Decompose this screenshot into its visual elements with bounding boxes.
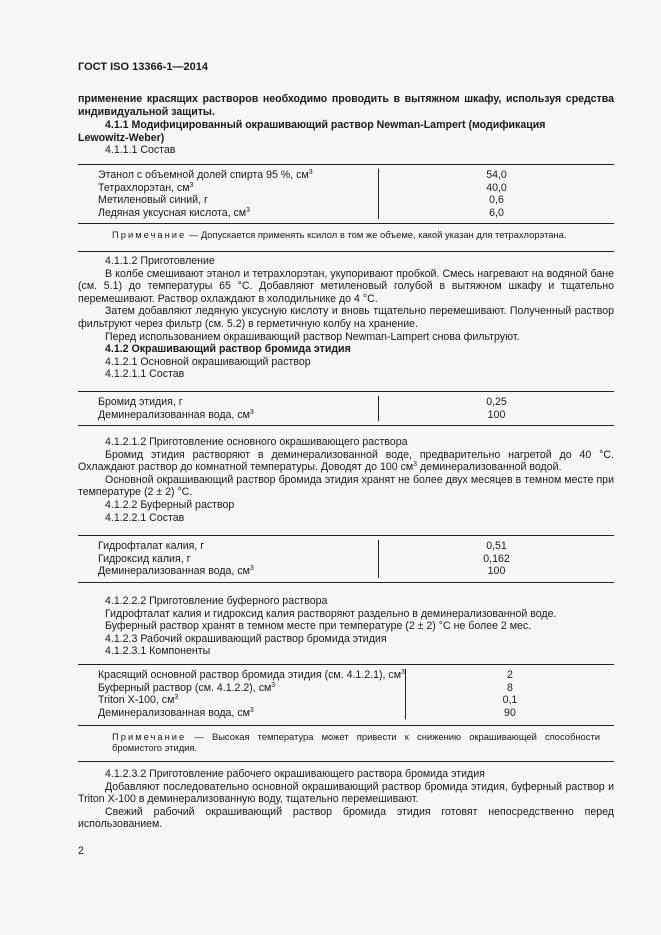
table-row: [78, 409, 614, 422]
unit-superscript: 3: [401, 669, 405, 676]
component-value: 0,1: [405, 694, 614, 707]
section-4-1-2: 4.1.2 Окрашивающий раствор бромида этидия: [105, 343, 351, 356]
note-label: Примечание: [112, 229, 187, 240]
note-text: — Допускается применять ксилол в том же объеме, какой указан для тетрахлорэтана.: [186, 229, 567, 240]
component-value: 54,0: [379, 169, 615, 182]
component-value: 90: [405, 707, 614, 720]
paragraph-filter: Перед использованием окрашивающий раствор Newman-Lampert снова фильтруют.: [105, 330, 520, 343]
table-row: [78, 565, 614, 578]
composition-table-2: [78, 391, 614, 426]
component-label: Гидроксид калия, г: [98, 552, 191, 565]
component-name: [78, 182, 379, 195]
section-4-1-2-1: 4.1.2.1 Основной окрашивающий раствор: [105, 355, 311, 368]
component-name: [78, 694, 405, 707]
component-label: Triton X-100, см: [98, 694, 175, 707]
table-row: [78, 682, 614, 695]
unit-superscript: 3: [249, 408, 254, 416]
paragraph-storage: Основной окрашивающий раствор бромида этидия хранят не более двух месяцев в темном месте при температуре (2 ± 2) °С.: [78, 473, 614, 499]
component-name: [78, 207, 379, 220]
section-4-1-2-2-1: 4.1.2.2.1 Состав: [105, 511, 185, 524]
component-value: 0,162: [379, 553, 615, 566]
working-prep-block: [78, 768, 614, 831]
component-name: [78, 682, 405, 695]
unit-superscript: 3: [246, 206, 251, 214]
component-value: 100: [379, 409, 615, 422]
component-name: [78, 169, 379, 182]
component-value: 100: [379, 565, 615, 578]
component-name: [78, 707, 405, 720]
note-label: Примечание: [112, 731, 187, 742]
component-label: Этанол с объемной долей спирта 95 %, см: [98, 169, 309, 181]
table-3-body: [78, 540, 614, 578]
note-text: — Высокая температура может привести к снижению окрашивающей способности бромистого этидия.: [112, 731, 600, 754]
component-name: [78, 540, 379, 553]
table-row: [78, 194, 614, 207]
component-label: Гидрофталат калия, г: [98, 540, 205, 552]
safety-paragraph: применение красящих растворов необходимо проводить в вытяжном шкафу, используя средства индивидуальной защиты.: [78, 93, 614, 118]
table-row: [78, 553, 614, 566]
table-row: [78, 707, 614, 720]
unit-superscript: 3: [249, 565, 254, 573]
paragraph-mixing: В колбе смешивают этанол и тетрахлорэтан, укупоривают пробкой. Смесь нагревают на водяной бане (см. 5.1) до температуры 65 °С. Добавляют метиленовый голубой в вытяжном шкафу и тщательно перемешивают. Раствор охлаждают в холодильнике до 4 °С.: [78, 267, 614, 305]
prep-block: [78, 255, 614, 381]
paragraph-fresh: Свежий рабочий окрашивающий раствор бромида этидия готовят непосредственно перед использованием.: [78, 805, 614, 831]
paragraph-dissolve: [78, 449, 614, 474]
components-table-4: [78, 664, 614, 762]
section-4-1-2-3-1: 4.1.2.3.1 Компоненты: [105, 645, 211, 658]
component-value: 6,0: [379, 207, 615, 220]
page-number: 2: [78, 845, 84, 857]
component-label: Красящий основной раствор бромида этидия (см. 4.1.2.1), см: [98, 669, 401, 681]
buffer-prep-block: [78, 595, 614, 658]
section-4-1-2-1-1: 4.1.2.1.1 Состав: [105, 368, 185, 381]
section-4-1-2-3: 4.1.2.3 Рабочий окрашивающий раствор бромида этидия: [105, 632, 387, 645]
component-value: 8: [405, 682, 614, 695]
table-row: [78, 540, 614, 553]
component-name: [78, 194, 379, 207]
component-value: 40,0: [379, 182, 615, 195]
component-label: Метиленовый синий, г: [98, 194, 208, 207]
component-name: [78, 409, 379, 422]
table-1-note: [78, 223, 614, 240]
section-4-1-1-1: 4.1.1.1 Состав: [105, 144, 176, 157]
component-value: 2: [405, 669, 614, 682]
table-row: [78, 182, 614, 195]
component-value: 0,6: [379, 194, 615, 207]
component-name: [78, 553, 379, 566]
p4-part-b: деминерализованной водой.: [417, 461, 562, 474]
section-4-1-2-3-2: 4.1.2.3.2 Приготовление рабочего окрашивающего раствора бромида этидия: [105, 768, 485, 780]
component-label: Деминерализованная вода, см: [98, 408, 250, 421]
component-label: Деминерализованная вода, см: [98, 565, 250, 578]
paragraph-acid: Затем добавляют ледяную уксусную кислоту и вновь тщательно перемешивают. Полученный раствор фильтруют через фильтр (см. 5.2) в герметичную колбу на хранение.: [78, 305, 614, 330]
unit-superscript: 3: [308, 169, 313, 176]
section-4-1-2-2-2: 4.1.2.2.2 Приготовление буферного раствора: [105, 595, 328, 607]
unit-superscript: 3: [271, 681, 276, 689]
section-4-1-2-1-2: 4.1.2.1.2 Приготовление основного окрашивающего раствора: [105, 436, 408, 448]
unit-superscript: 3: [249, 706, 254, 714]
section-4-1-1-title-cont: Lewowitz-Weber): [78, 131, 165, 144]
paragraph-buffer-storage: Буферный раствор хранят в темном месте при температуре (2 ± 2) °С не более 2 мес.: [105, 620, 532, 633]
table-2-body: [78, 396, 614, 421]
section-4-1-2-2: 4.1.2.2 Буферный раствор: [105, 498, 235, 511]
unit-superscript: 3: [189, 181, 194, 189]
composition-table-1: [78, 164, 614, 252]
component-name: [78, 396, 379, 409]
component-label: Тетрахлорэтан, см: [98, 181, 190, 194]
section-4-1-1-2: 4.1.1.2 Приготовление: [105, 255, 215, 267]
table-row: [78, 694, 614, 707]
table-4-body: [78, 669, 614, 719]
table-row: [78, 207, 614, 220]
paragraph-buffer-dissolve: Гидрофталат калия и гидроксид калия растворяют раздельно в деминерализованной воде.: [105, 607, 557, 620]
paragraph-working-mix: Добавляют последовательно основной окрашивающий раствор бромида этидия, буферный раствор и Triton X-100 в деминерализованную воду, тщательно перемешивают.: [78, 780, 614, 806]
section-title-line: 4.1.1 Модифицированный окрашивающий раствор Newman-Lampert (модификация: [105, 119, 546, 132]
component-label: Буферный раствор (см. 4.1.2.2), см: [98, 681, 272, 694]
section-4-1-1-title: [78, 119, 614, 132]
table-row: [78, 169, 614, 182]
table-row: [78, 396, 614, 409]
component-label: Бромид этидия, г: [98, 396, 183, 408]
table-1-body: [78, 169, 614, 219]
document-header: ГОСТ ISO 13366-1—2014: [78, 61, 208, 73]
composition-table-3: [78, 535, 614, 583]
p4-part-a: Бромид этидия растворяют в деминерализованной воде, предварительно нагретой до 40 °С. Охлаждают раствор до комнатной температуры. Доводят до 100 см: [78, 448, 614, 474]
component-label: Деминерализованная вода, см: [98, 706, 250, 719]
table-4-note: [78, 725, 614, 754]
stock-prep-block: [78, 436, 614, 524]
intro-block: [78, 93, 614, 157]
component-name: [78, 669, 405, 682]
component-value: 0,51: [379, 540, 615, 553]
component-label: Ледяная уксусная кислота, см: [98, 206, 247, 219]
component-name: [78, 565, 379, 578]
component-value: 0,25: [379, 396, 615, 409]
p4-sup: 3: [413, 461, 418, 469]
table-row: [78, 669, 614, 682]
unit-superscript: 3: [174, 694, 179, 702]
